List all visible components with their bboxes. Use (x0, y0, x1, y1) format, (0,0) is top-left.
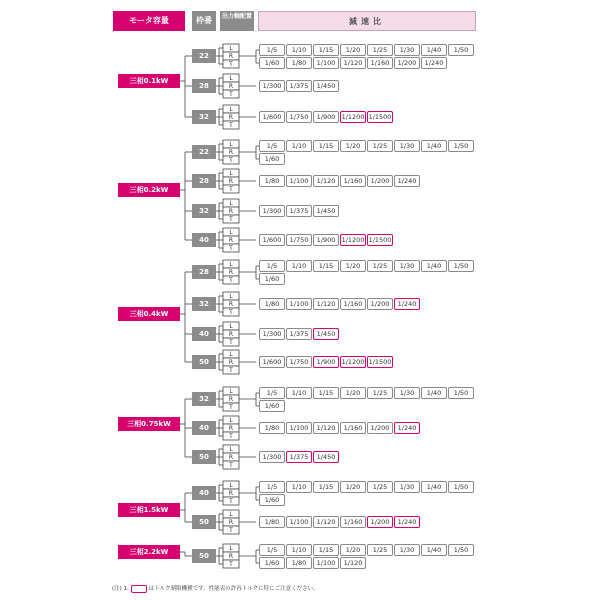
ratio-cell: 1/750 (286, 356, 312, 368)
shaft-letter-r: R (228, 208, 234, 216)
ratio-cell: 1/160 (340, 175, 366, 187)
shaft-letter-l: L (229, 417, 233, 425)
ratio-cell: 1/100 (286, 516, 312, 528)
ratio-cell: 1/120 (313, 516, 339, 528)
ratio-cell: 1/5 (259, 140, 285, 152)
ratio-cell: 1/20 (340, 140, 366, 152)
ratio-cell: 1/60 (259, 494, 285, 506)
ratio-cell: 1/200 (394, 57, 420, 69)
shaft-letter-l: L (229, 511, 233, 519)
ratio-cell: 1/50 (448, 140, 474, 152)
ratio-cell: 1/10 (286, 481, 312, 493)
shaft-letter-r: R (228, 359, 234, 367)
ratio-cell: 1/15 (313, 44, 339, 56)
ratio-cell: 1/160 (340, 298, 366, 310)
ratio-cell: 1/25 (367, 140, 393, 152)
shaft-letter-l: L (229, 75, 233, 83)
shaft-letter-r: R (228, 114, 234, 122)
ratio-cell: 1/10 (286, 387, 312, 399)
ratio-cell-torque-limited: 1/1500 (368, 113, 392, 121)
shaft-letter-r: R (228, 301, 234, 309)
frame-number-badge: 28 (192, 265, 216, 279)
shaft-letter-l: L (229, 351, 233, 359)
ratio-cell: 1/600 (259, 356, 285, 368)
shaft-letter-r: R (228, 519, 234, 527)
frame-number-badge: 32 (192, 297, 216, 311)
shaft-letter-r: R (228, 553, 234, 561)
ratio-cell: 1/30 (394, 481, 420, 493)
ratio-cell-torque-limited: 1/1500 (368, 358, 392, 366)
shaft-letter-r: R (228, 454, 234, 462)
ratio-cell: 1/120 (340, 557, 366, 569)
motor-capacity-label: 三相2.2kW (118, 545, 180, 559)
ratio-cell: 1/25 (367, 544, 393, 556)
shaft-letter-t: T (229, 462, 233, 470)
ratio-cell: 1/80 (286, 57, 312, 69)
shaft-letter-r: R (228, 237, 234, 245)
ratio-cell: 1/300 (259, 205, 285, 217)
ratio-cell: 1/100 (286, 298, 312, 310)
ratio-cell: 1/20 (340, 260, 366, 272)
shaft-letter-t: T (229, 339, 233, 347)
ratio-cell-torque-limited: 1/240 (394, 422, 420, 434)
ratio-cell: 1/30 (394, 140, 420, 152)
ratio-cell: 1/120 (313, 298, 339, 310)
ratio-cell: 1/15 (313, 260, 339, 272)
shaft-letter-t: T (229, 277, 233, 285)
ratio-cell-torque-limited: 1/900 (313, 356, 339, 368)
ratio-cell: 1/200 (367, 298, 393, 310)
ratio-cell: 1/40 (421, 44, 447, 56)
ratio-cell: 1/240 (421, 57, 447, 69)
shaft-letter-t: T (229, 527, 233, 535)
frame-number-badge: 50 (192, 355, 216, 369)
ratio-cell: 1/10 (286, 44, 312, 56)
shaft-letter-r: R (228, 425, 234, 433)
ratio-cell: 1/5 (259, 387, 285, 399)
shaft-letter-l: L (229, 545, 233, 553)
shaft-letter-l: L (229, 482, 233, 490)
shaft-letter-t: T (229, 245, 233, 253)
shaft-letter-l: L (229, 141, 233, 149)
ratio-cell: 1/50 (448, 260, 474, 272)
shaft-letter-t: T (229, 561, 233, 569)
ratio-cell: 1/25 (367, 481, 393, 493)
ratio-cell: 1/10 (286, 260, 312, 272)
frame-number-badge: 28 (192, 79, 216, 93)
ratio-cell: 1/120 (313, 422, 339, 434)
shaft-letter-t: T (229, 61, 233, 69)
shaft-letter-l: L (229, 200, 233, 208)
shaft-letter-t: T (229, 498, 233, 506)
ratio-cell: 1/60 (259, 400, 285, 412)
frame-number-badge: 32 (192, 110, 216, 124)
ratio-cell: 1/50 (448, 387, 474, 399)
ratio-cell-torque-limited: 1/1200 (341, 113, 365, 121)
shaft-letter-t: T (229, 186, 233, 194)
ratio-cell: 1/80 (259, 516, 285, 528)
header-motor-capacity: モータ容量 (113, 11, 185, 31)
shaft-letter-l: L (229, 261, 233, 269)
ratio-cell: 1/900 (313, 111, 339, 123)
ratio-cell: 1/100 (286, 422, 312, 434)
ratio-cell: 1/25 (367, 387, 393, 399)
motor-capacity-label: 三相1.5kW (118, 503, 180, 517)
ratio-cell: 1/20 (340, 44, 366, 56)
shaft-letter-r: R (228, 53, 234, 61)
ratio-cell: 1/60 (259, 57, 285, 69)
footnote-prefix: (注) 1. (112, 586, 129, 592)
ratio-cell: 1/375 (286, 205, 312, 217)
frame-number-badge: 40 (192, 486, 216, 500)
shaft-letter-r: R (228, 269, 234, 277)
ratio-cell: 1/30 (394, 44, 420, 56)
motor-capacity-label: 三相0.75kW (118, 417, 180, 431)
header-frame-number: 枠番 (192, 11, 216, 31)
ratio-cell: 1/200 (367, 422, 393, 434)
ratio-cell: 1/160 (367, 57, 393, 69)
shaft-letter-r: R (228, 149, 234, 157)
shaft-letter-t: T (229, 91, 233, 99)
ratio-cell: 1/15 (313, 544, 339, 556)
ratio-cell: 1/50 (448, 481, 474, 493)
shaft-letter-r: R (228, 490, 234, 498)
shaft-letter-l: L (229, 293, 233, 301)
frame-number-badge: 28 (192, 174, 216, 188)
ratio-cell: 1/60 (259, 153, 285, 165)
ratio-cell: 1/40 (421, 140, 447, 152)
ratio-cell: 1/5 (259, 544, 285, 556)
shaft-letter-l: L (229, 45, 233, 53)
shaft-letter-t: T (229, 122, 233, 130)
ratio-cell: 1/160 (340, 422, 366, 434)
ratio-cell: 1/30 (394, 544, 420, 556)
ratio-cell: 1/300 (259, 80, 285, 92)
ratio-cell-torque-limited: 1/375 (286, 451, 312, 463)
shaft-letter-r: R (228, 83, 234, 91)
ratio-cell: 1/30 (394, 387, 420, 399)
header-output-shaft: 出力軸配置 (220, 11, 254, 31)
motor-capacity-label: 三相0.4kW (118, 307, 180, 321)
shaft-letter-t: T (229, 309, 233, 317)
ratio-cell: 1/600 (259, 234, 285, 246)
ratio-cell: 1/450 (313, 205, 339, 217)
ratio-cell: 1/750 (286, 234, 312, 246)
shaft-letter-t: T (229, 157, 233, 165)
ratio-cell: 1/80 (286, 557, 312, 569)
ratio-cell: 1/120 (340, 57, 366, 69)
shaft-letter-t: T (229, 433, 233, 441)
shaft-letter-l: L (229, 388, 233, 396)
ratio-cell: 1/10 (286, 544, 312, 556)
shaft-letter-r: R (228, 178, 234, 186)
ratio-cell: 1/25 (367, 260, 393, 272)
ratio-cell: 1/5 (259, 481, 285, 493)
ratio-cell: 1/20 (340, 481, 366, 493)
torque-limit-legend-swatch (131, 585, 147, 593)
ratio-cell: 1/160 (340, 516, 366, 528)
ratio-cell: 1/80 (259, 175, 285, 187)
ratio-cell: 1/200 (367, 175, 393, 187)
ratio-cell: 1/100 (313, 57, 339, 69)
frame-number-badge: 32 (192, 204, 216, 218)
footnote-text: はトルク制限機種です。性能表の許容トルクに特にご注意ください。 (148, 586, 319, 592)
ratio-cell: 1/20 (340, 387, 366, 399)
ratio-cell: 1/15 (313, 481, 339, 493)
ratio-cell: 1/100 (286, 175, 312, 187)
motor-capacity-label: 三相0.1kW (118, 74, 180, 88)
ratio-cell: 1/80 (259, 422, 285, 434)
shaft-letter-l: L (229, 446, 233, 454)
frame-number-badge: 50 (192, 450, 216, 464)
shaft-letter-t: T (229, 216, 233, 224)
shaft-letter-r: R (228, 396, 234, 404)
shaft-letter-t: T (229, 404, 233, 412)
ratio-cell: 1/15 (313, 140, 339, 152)
shaft-letter-r: R (228, 331, 234, 339)
ratio-cell: 1/15 (313, 387, 339, 399)
frame-number-badge: 40 (192, 233, 216, 247)
frame-number-badge: 50 (192, 549, 216, 563)
ratio-cell: 1/450 (313, 80, 339, 92)
frame-number-badge: 22 (192, 145, 216, 159)
shaft-letter-l: L (229, 170, 233, 178)
ratio-cell: 1/300 (259, 451, 285, 463)
frame-number-badge: 40 (192, 421, 216, 435)
ratio-cell: 1/60 (259, 557, 285, 569)
motor-capacity-label: 三相0.2kW (118, 183, 180, 197)
ratio-cell: 1/80 (259, 298, 285, 310)
ratio-cell-torque-limited: 1/1500 (368, 236, 392, 244)
footnote (112, 584, 319, 593)
ratio-cell: 1/40 (421, 481, 447, 493)
header-reduction-ratio: 減速比 (258, 11, 476, 31)
frame-number-badge: 40 (192, 327, 216, 341)
shaft-letter-l: L (229, 323, 233, 331)
shaft-letter-l: L (229, 106, 233, 114)
ratio-cell: 1/40 (421, 544, 447, 556)
shaft-letter-t: T (229, 367, 233, 375)
ratio-cell: 1/750 (286, 111, 312, 123)
frame-number-badge: 22 (192, 49, 216, 63)
ratio-cell: 1/120 (313, 175, 339, 187)
ratio-cell: 1/240 (394, 175, 420, 187)
ratio-cell-torque-limited: 1/240 (394, 298, 420, 310)
ratio-cell-torque-limited: 1/1200 (341, 358, 365, 366)
ratio-cell-torque-limited: 1/450 (313, 451, 339, 463)
ratio-cell: 1/5 (259, 260, 285, 272)
frame-number-badge: 50 (192, 515, 216, 529)
ratio-cell: 1/30 (394, 260, 420, 272)
ratio-cell: 1/25 (367, 44, 393, 56)
ratio-cell: 1/20 (340, 544, 366, 556)
frame-number-badge: 32 (192, 392, 216, 406)
ratio-cell: 1/40 (421, 387, 447, 399)
ratio-cell: 1/375 (286, 80, 312, 92)
ratio-cell: 1/50 (448, 44, 474, 56)
ratio-cell-torque-limited: 1/240 (394, 516, 420, 528)
ratio-cell: 1/60 (259, 273, 285, 285)
ratio-cell: 1/900 (313, 234, 339, 246)
ratio-cell: 1/50 (448, 544, 474, 556)
ratio-cell: 1/10 (286, 140, 312, 152)
ratio-cell: 1/40 (421, 260, 447, 272)
ratio-cell: 1/5 (259, 44, 285, 56)
ratio-cell: 1/600 (259, 111, 285, 123)
ratio-cell-torque-limited: 1/450 (313, 328, 339, 340)
ratio-cell-torque-limited: 1/200 (367, 516, 393, 528)
ratio-cell: 1/375 (286, 328, 312, 340)
ratio-cell-torque-limited: 1/1200 (341, 236, 365, 244)
ratio-cell: 1/300 (259, 328, 285, 340)
ratio-cell: 1/100 (313, 557, 339, 569)
shaft-letter-l: L (229, 229, 233, 237)
